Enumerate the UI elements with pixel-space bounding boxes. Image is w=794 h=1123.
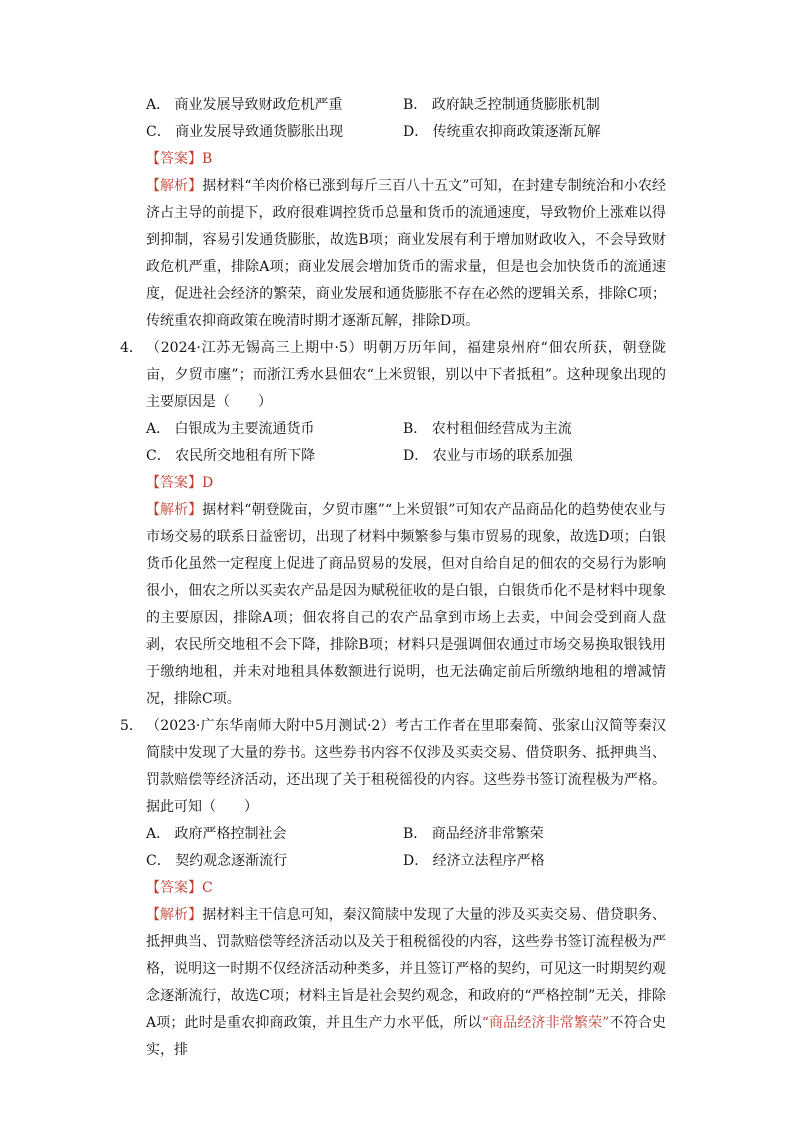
answer-line — [146, 875, 666, 902]
option-c: C． 商业发展导致通货膨胀出现 — [146, 124, 344, 140]
option-a: A． 白银成为主要流通货币 — [146, 421, 315, 437]
question-number: 5． — [120, 718, 143, 734]
answer-line — [146, 470, 666, 497]
analysis-tag: 【解析】 — [146, 907, 203, 923]
analysis-tag: 【解析】 — [146, 502, 203, 518]
option-a: A． 商业发展导致财政危机严重 — [146, 97, 343, 113]
analysis-paragraph — [146, 173, 666, 335]
options-row-2 — [146, 119, 666, 146]
answer-value: D — [202, 475, 214, 491]
answer-tag: 【答案】 — [146, 475, 202, 491]
options-row-1 — [146, 821, 666, 848]
question-stem: （2024·江苏无锡高三上期中·5）明朝万历年间，福建泉州府“佃农所获，朝登陇亩，夕贸市廛”；而浙江秀水县佃农“上米贸银，别以中下者抵租”。这种现象出现的主要原因是（ ） — [146, 340, 666, 410]
analysis-paragraph — [146, 497, 666, 713]
options-row-2 — [146, 443, 666, 470]
option-a: A． 政府严格控制社会 — [146, 826, 287, 842]
analysis-highlight: “商品经济非常繁荣” — [481, 1015, 610, 1031]
analysis-paragraph — [146, 902, 666, 1064]
option-d: D． 农业与市场的联系加强 — [403, 448, 573, 464]
question-stem: （2023·广东华南师大附中5月测试·2）考古工作者在里耶秦简、张家山汉简等秦汉简牍中发现了大量的券书。这些券书内容不仅涉及买卖交易、借贷职务、抵押典当、罚款赔偿等经济活动，还出现了关于租税徭役的内容。这些券书签订流程极为严格。据此可知（ ） — [146, 718, 666, 815]
option-b: B． 商品经济非常繁荣 — [403, 826, 544, 842]
question-5 — [120, 713, 667, 1064]
options-row-1 — [146, 416, 666, 443]
answer-line — [146, 146, 666, 173]
content-area — [120, 92, 667, 1064]
question-4 — [120, 335, 666, 713]
options-row-1 — [146, 92, 666, 119]
options-row-2 — [146, 848, 666, 875]
option-d: D． 传统重农抑商政策逐渐瓦解 — [403, 124, 601, 140]
answer-value: C — [202, 880, 213, 896]
answer-tag: 【答案】 — [146, 151, 202, 167]
analysis-text-end: 不符合史实，排 — [146, 1015, 666, 1058]
analysis-text: 据材料主干信息可知，秦汉简牍中发现了大量的涉及买卖交易、借贷职务、抵押典当、罚款赔偿等经济活动以及关于租税徭役的内容，这些券书签订流程极为严格，说明这一时期不仅经济活动种类多，并且签订严格的契约，可见这一时期契约观念逐渐流行，故选C项；材料主旨是社会契约观念，和政府的“严格控制”无关，排除A项；此时是重农抑商政策，并且生产力水平低，所以 — [146, 907, 667, 1031]
option-b: B． 农村租佃经营成为主流 — [403, 421, 572, 437]
analysis-tag: 【解析】 — [146, 178, 203, 194]
option-c: C． 契约观念逐渐流行 — [146, 853, 288, 869]
analysis-text: 据材料“朝登陇亩，夕贸市廛”“上米贸银”可知农产品商品化的趋势使农业与市场交易的联系日益密切，出现了材料中频繁参与集市贸易的现象，故选D项；白银货币化虽然一定程度上促进了商品贸易的发展，但对自给自足的佃农的交易行为影响很小，佃农之所以买卖农产品是因为赋税征收的是白银，白银货币化不是材料中现象的主要原因，排除A项；佃农将自己的农产品拿到市场上去卖，中间会受到商人盘剥，农民所交地租不会下降，排除B项；材料只是强调佃农通过市场交易换取银钱用于缴纳地租，并未对地租具体数额进行说明，也无法确定前后所缴纳地租的增减情况，排除C项。 — [146, 502, 666, 707]
question-3 — [146, 92, 666, 335]
option-d: D． 经济立法程序严格 — [403, 853, 545, 869]
answer-value: B — [202, 151, 213, 167]
option-b: B． 政府缺乏控制通货膨胀机制 — [403, 97, 600, 113]
answer-tag: 【答案】 — [146, 880, 202, 896]
question-number: 4． — [120, 340, 143, 356]
analysis-text: 据材料“羊肉价格已涨到每斤三百八十五文”可知，在封建专制统治和小农经济占主导的前提下，政府很难调控货币总量和货币的流通速度，导致物价上涨难以得到抑制，容易引发通货膨胀，故选B项；商业发展有利于增加财政收入，不会导致财政危机严重，排除A项；商业发展会增加货币的需求量，但是也会加快货币的流通速度，促进社会经济的繁荣，商业发展和通货膨胀不存在必然的逻辑关系，排除C项；传统重农抑商政策在晚清时期才逐渐瓦解，排除D项。 — [146, 178, 667, 329]
option-c: C． 农民所交地租有所下降 — [146, 448, 316, 464]
